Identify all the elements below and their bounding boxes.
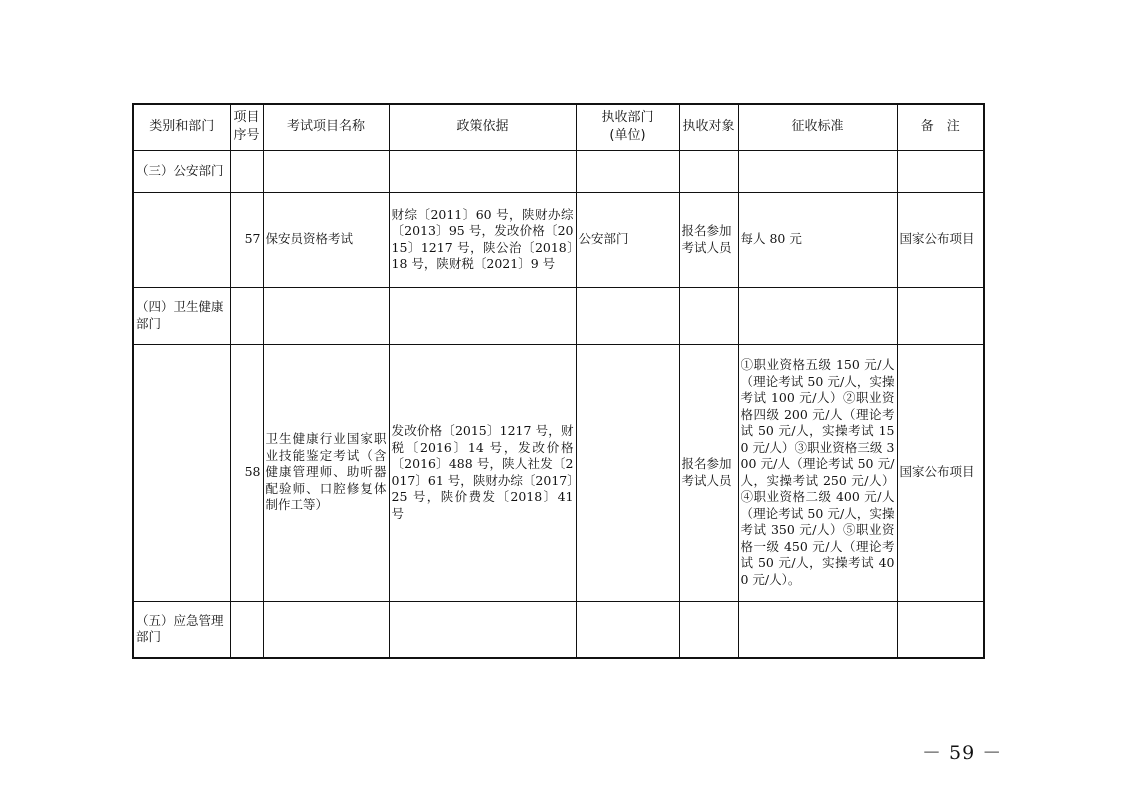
row-remark: 国家公布项目 bbox=[897, 344, 984, 601]
header-policy: 政策依据 bbox=[389, 104, 576, 150]
row-policy: 财综〔2011〕60 号，陕财办综〔2013〕95 号，发改价格〔2015〕1217 号，陕公治〔2018〕18 号，陕财税〔2021〕9 号 bbox=[389, 192, 576, 287]
row-policy: 发改价格〔2015〕1217 号，财税〔2016〕14 号，发改价格〔2016〕488 号，陕人社发〔2017〕61 号，陕财办综〔2017〕25 号，陕价费发〔2018〕41 号 bbox=[389, 344, 576, 601]
header-category: 类别和部门 bbox=[133, 104, 230, 150]
section-label: （三）公安部门 bbox=[133, 150, 230, 192]
row-dept: 公安部门 bbox=[576, 192, 679, 287]
row-target: 报名参加考试人员 bbox=[679, 192, 738, 287]
section-row-health bbox=[133, 287, 984, 344]
row-remark: 国家公布项目 bbox=[897, 192, 984, 287]
table-row bbox=[133, 344, 984, 601]
section-label: （五）应急管理部门 bbox=[133, 601, 230, 658]
row-dept bbox=[576, 344, 679, 601]
row-seq: 58 bbox=[230, 344, 263, 601]
row-name: 保安员资格考试 bbox=[263, 192, 389, 287]
section-row-emergency bbox=[133, 601, 984, 658]
header-name: 考试项目名称 bbox=[263, 104, 389, 150]
row-name: 卫生健康行业国家职业技能鉴定考试（含健康管理师、助听器配验师、口腔修复体制作工等） bbox=[263, 344, 389, 601]
section-row-public-security bbox=[133, 150, 984, 192]
page-number: － 59 － bbox=[922, 742, 1003, 764]
header-remark: 备 注 bbox=[897, 104, 984, 150]
header-target: 执收对象 bbox=[679, 104, 738, 150]
header-row bbox=[133, 104, 984, 150]
header-standard: 征收标准 bbox=[738, 104, 897, 150]
header-seq: 项目 序号 bbox=[230, 104, 263, 150]
row-standard: 每人 80 元 bbox=[738, 192, 897, 287]
row-seq: 57 bbox=[230, 192, 263, 287]
header-dept: 执收部门 (单位) bbox=[576, 104, 679, 150]
table-row bbox=[133, 192, 984, 287]
fee-table bbox=[132, 103, 985, 659]
row-standard: ①职业资格五级 150 元/人（理论考试 50 元/人，实操考试 100 元/人）②职业资格四级 200 元/人（理论考试 50 元/人，实操考试 150 元/人）③职业资格三级 300 元/人（理论考试 50 元/人，实操考试 250 元/人）④职业资格二级 400 元/人（理论考试 50 元/人，实操考试 350 元/人）⑤职业资格一级 450 元/人（理论考试 50 元/人，实操考试 400 元/人）。 bbox=[738, 344, 897, 601]
row-target: 报名参加考试人员 bbox=[679, 344, 738, 601]
section-label: （四）卫生健康部门 bbox=[133, 287, 230, 344]
